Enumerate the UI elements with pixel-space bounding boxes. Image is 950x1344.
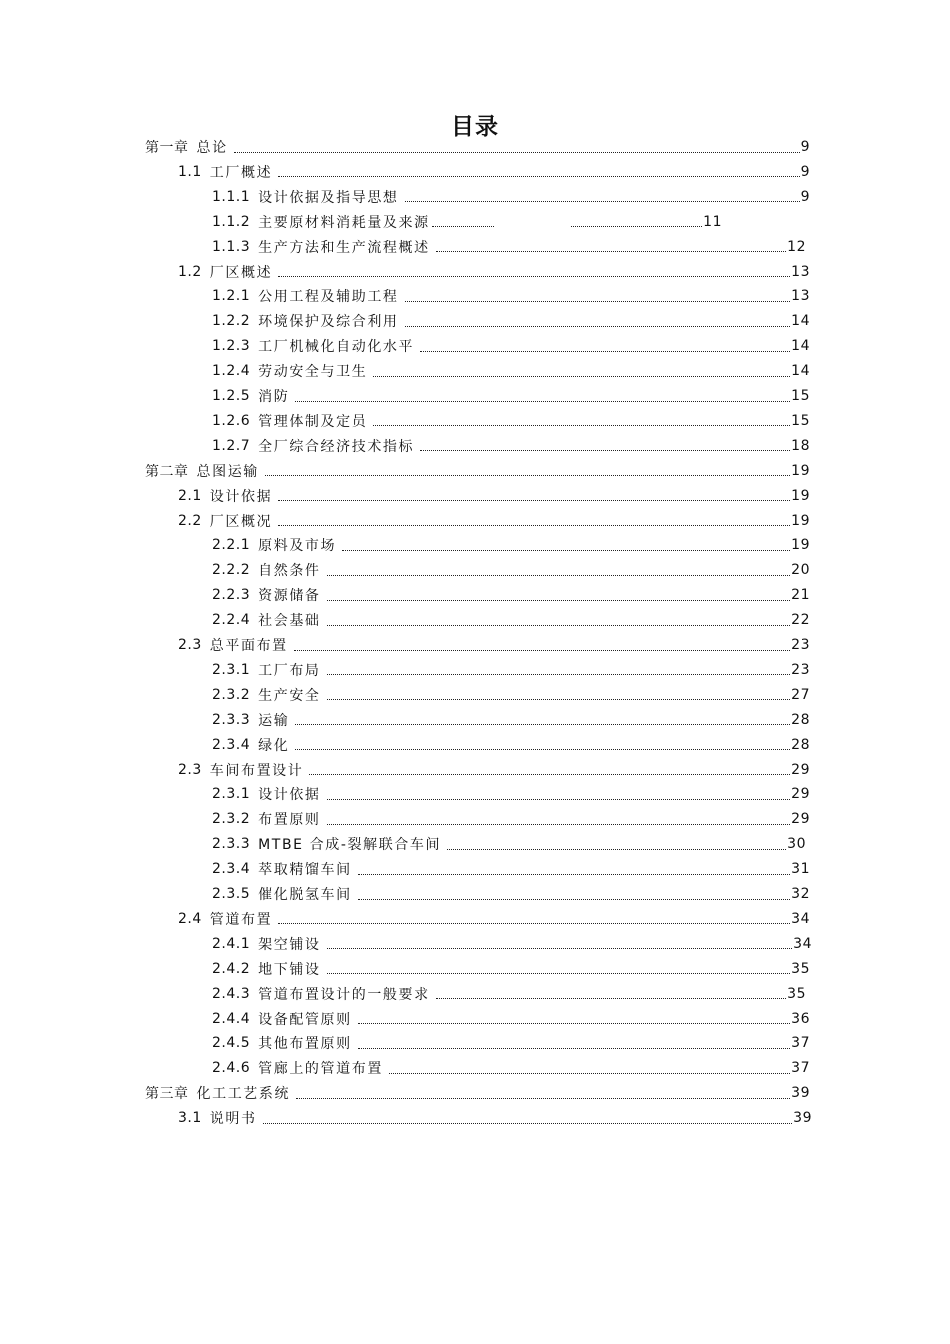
dot-leader	[327, 625, 791, 626]
toc-entry-number: 1.1.3	[212, 238, 251, 255]
toc-entry-page: 14	[791, 338, 810, 355]
dot-leader	[342, 550, 790, 551]
toc-entry-title: 车间布置设计	[209, 762, 304, 779]
toc-entry-title: 管道布置设计的一般要求	[258, 986, 430, 1003]
dot-leader	[358, 1048, 790, 1049]
toc-entry-page: 12	[787, 238, 806, 255]
toc-entry-number: 2.4.3	[212, 985, 251, 1002]
dot-leader	[405, 301, 791, 302]
dot-leader	[432, 226, 494, 227]
toc-entry-title: 运输	[258, 712, 290, 729]
toc-entry-page: 21	[791, 587, 810, 604]
toc-entry-number: 1.1.2	[212, 213, 251, 230]
toc-entry[interactable]	[212, 409, 810, 433]
toc-entry-title: 社会基础	[258, 613, 321, 630]
toc-entry-number: 2.4	[178, 910, 202, 927]
toc-entry[interactable]	[212, 982, 806, 1006]
dot-leader	[327, 948, 793, 949]
dot-leader	[295, 724, 790, 725]
dot-leader	[405, 326, 791, 327]
toc-entry-number: 1.2.5	[212, 388, 251, 404]
toc-entry-page: 35	[787, 985, 806, 1002]
dot-leader	[295, 401, 790, 402]
toc-entry-title: 地下铺设	[258, 961, 321, 978]
toc-entry-number: 2.2.4	[212, 612, 251, 629]
toc-entry-page: 15	[791, 412, 810, 429]
toc-entry-number: 2.3.5	[212, 886, 251, 902]
toc-entry-page: 11	[703, 213, 722, 230]
toc-entry-title: 管廊上的管道布置	[258, 1061, 383, 1078]
toc-entry-number: 2.2	[178, 512, 202, 529]
toc-entry-page: 19	[791, 537, 810, 554]
toc-entry-title: 总论	[196, 140, 228, 156]
dot-leader	[265, 475, 790, 476]
toc-entry[interactable]	[212, 658, 810, 682]
toc-entry[interactable]	[212, 708, 810, 732]
toc-entry-number: 2.3	[178, 637, 202, 653]
toc-entry[interactable]	[212, 284, 810, 308]
dot-leader	[278, 176, 799, 177]
toc-entry[interactable]	[212, 558, 810, 582]
toc-entry[interactable]	[212, 932, 812, 956]
dot-leader	[278, 525, 790, 526]
toc-entry-page: 37	[791, 1035, 810, 1052]
toc-entry-number: 1.2.2	[212, 313, 251, 330]
toc-entry-page: 34	[793, 935, 812, 952]
dot-leader	[309, 774, 790, 775]
toc-entry-title: 化工工艺系统	[196, 1086, 291, 1103]
toc-entry-title: 消防	[258, 389, 290, 405]
dot-leader	[327, 799, 791, 800]
toc-entry[interactable]	[212, 210, 722, 234]
toc-entry-page: 20	[791, 562, 810, 579]
toc-entry-title: 资源储备	[258, 588, 321, 605]
dot-leader	[358, 1023, 790, 1024]
toc-entry-page: 14	[791, 313, 810, 330]
toc-entry-title: 设计依据及指导思想	[258, 189, 399, 206]
dot-leader	[571, 226, 702, 227]
toc-entry-page: 23	[791, 637, 810, 653]
toc-entry[interactable]	[212, 384, 810, 408]
toc-entry-page: 9	[800, 188, 810, 205]
toc-entry-title: 绿化	[258, 737, 290, 754]
toc-entry[interactable]	[212, 359, 810, 383]
toc-entry-title: 总平面布置	[209, 638, 288, 654]
toc-entry[interactable]	[212, 533, 810, 557]
toc-entry[interactable]	[178, 907, 810, 931]
toc-entry[interactable]	[212, 1056, 810, 1080]
toc-entry-number: 3.1	[178, 1110, 202, 1127]
dot-leader	[447, 849, 786, 850]
toc-entry-number: 1.2.1	[212, 288, 251, 305]
toc-entry-page: 19	[791, 487, 810, 504]
toc-entry-page: 36	[791, 1010, 810, 1027]
toc-entry-number: 1.2.6	[212, 412, 251, 429]
toc-entry[interactable]	[212, 733, 810, 757]
dot-leader	[373, 376, 790, 377]
toc-entry-number: 2.4.2	[212, 960, 251, 977]
toc-entry-number: 1.1.1	[212, 188, 251, 205]
toc-entry-title: 厂区概述	[209, 264, 273, 281]
toc-entry-title: 公用工程及辅助工程	[258, 289, 399, 306]
toc-entry[interactable]	[212, 608, 810, 632]
dot-leader	[234, 152, 800, 153]
dot-leader	[278, 923, 790, 924]
toc-entry-page: 31	[791, 861, 810, 878]
toc-entry-page: 32	[791, 886, 810, 902]
toc-entry-number: 2.3.3	[212, 711, 251, 728]
toc-entry-title: 其他布置原则	[258, 1036, 352, 1053]
dot-leader	[327, 674, 791, 675]
dot-leader	[420, 351, 790, 352]
toc-entry-page: 28	[791, 736, 810, 753]
toc-entry[interactable]	[212, 235, 806, 259]
toc-entry[interactable]	[212, 1031, 810, 1055]
toc-entry-page: 30	[787, 836, 806, 853]
toc-entry-title: 说明书	[209, 1111, 257, 1128]
toc-entry-title: 全厂综合经济技术指标	[258, 438, 415, 455]
toc-entry-page: 14	[791, 363, 810, 380]
toc-entry-number: 1.2	[178, 263, 202, 280]
toc-entry-title: 设计依据	[258, 787, 321, 804]
toc-entry-number: 2.3.2	[212, 686, 251, 703]
toc-entry-number: 第二章	[145, 463, 189, 480]
toc-entry[interactable]	[145, 1081, 810, 1105]
toc-entry[interactable]	[212, 832, 806, 856]
toc-entry[interactable]	[178, 484, 810, 508]
toc-entry-number: 2.4.1	[212, 935, 251, 952]
toc-entry-number: 第一章	[145, 140, 189, 156]
toc-entry-page: 29	[791, 761, 810, 778]
toc-entry-title: 厂区概况	[209, 513, 273, 530]
toc-entry-page: 13	[791, 288, 810, 305]
dot-leader	[373, 425, 790, 426]
toc-entry-page: 29	[791, 811, 810, 828]
toc-entry[interactable]	[212, 957, 810, 981]
toc-entry-title: 催化脱氢车间	[258, 887, 352, 903]
dot-leader	[436, 998, 786, 999]
toc-entry-page: 29	[791, 786, 810, 803]
toc-entry[interactable]	[212, 882, 810, 906]
toc-entry[interactable]	[212, 807, 810, 831]
toc-entry-page: 15	[791, 388, 810, 404]
toc-entry-number: 2.3.3	[212, 836, 251, 853]
toc-entry-page: 19	[791, 462, 810, 479]
toc-entry-title: 原料及市场	[258, 538, 337, 555]
dot-leader	[296, 1098, 790, 1099]
toc-entry-number: 1.2.7	[212, 437, 251, 454]
toc-entry-number: 1.2.3	[212, 338, 251, 355]
dot-leader	[358, 899, 790, 900]
toc-entry-title: 架空铺设	[258, 936, 321, 953]
toc-entry[interactable]	[178, 1106, 812, 1130]
toc-entry-number: 2.3.4	[212, 861, 251, 878]
page-title: 目录	[451, 114, 499, 140]
toc-entry[interactable]	[212, 782, 810, 806]
toc-entry-page: 19	[791, 512, 810, 529]
toc-entry-title: 设计依据	[209, 488, 273, 505]
toc-entry[interactable]	[145, 135, 810, 159]
toc-entry-title: 管理体制及定员	[258, 413, 368, 430]
toc-entry-title: 布置原则	[258, 812, 321, 829]
toc-entry-page: 34	[791, 910, 810, 927]
toc-entry-page: 23	[791, 661, 810, 678]
toc-entry[interactable]	[212, 583, 810, 607]
toc-entry[interactable]	[145, 459, 810, 483]
toc-entry-number: 2.4.5	[212, 1035, 251, 1052]
dot-leader	[263, 1123, 793, 1124]
toc-entry[interactable]	[212, 1007, 810, 1031]
toc-entry-title: 生产方法和生产流程概述	[258, 239, 430, 256]
toc-entry-title: 萃取精馏车间	[258, 862, 352, 879]
toc-entry-number: 1.2.4	[212, 363, 251, 380]
toc-entry-title: 工厂布局	[258, 662, 321, 679]
dot-leader	[436, 251, 786, 252]
toc-entry-title: 主要原材料消耗量及来源	[258, 214, 430, 231]
dot-leader	[358, 874, 790, 875]
toc-entry-title: 工厂概述	[209, 164, 273, 181]
toc-entry[interactable]	[212, 309, 810, 333]
toc-entry-title: 生产安全	[258, 687, 321, 704]
toc-entry-page: 28	[791, 711, 810, 728]
toc-entry-number: 2.2.2	[212, 562, 251, 579]
toc-entry-title: 管道布置	[209, 911, 273, 928]
toc-entry-number: 2.3.4	[212, 736, 251, 753]
dot-leader	[278, 276, 790, 277]
toc-entry-page: 37	[791, 1060, 810, 1077]
toc-entry[interactable]	[212, 334, 810, 358]
toc-entry[interactable]	[178, 633, 810, 657]
toc-entry-title: 设备配管原则	[258, 1011, 352, 1028]
toc-entry-page: 39	[791, 1085, 810, 1102]
toc-entry-number: 2.2.3	[212, 587, 251, 604]
dot-leader	[327, 600, 791, 601]
toc-entry[interactable]	[212, 857, 810, 881]
toc-entry-title: 环境保护及综合利用	[258, 314, 399, 331]
toc-entry[interactable]	[212, 434, 810, 458]
toc-entry[interactable]	[178, 260, 810, 284]
dot-leader	[405, 201, 800, 202]
dot-leader	[295, 749, 790, 750]
toc-entry-page: 35	[791, 960, 810, 977]
toc-entry-title: 工厂机械化自动化水平	[258, 339, 415, 356]
dot-leader	[327, 699, 791, 700]
toc-entry-page: 18	[791, 437, 810, 454]
dot-leader	[294, 650, 790, 651]
toc-entry-page: 9	[800, 139, 810, 155]
toc-entry-number: 2.3.2	[212, 811, 251, 828]
toc-entry-page: 39	[793, 1110, 812, 1127]
toc-entry-number: 1.1	[178, 163, 202, 180]
toc-entry-title: MTBE 合成-裂解联合车间	[258, 837, 442, 854]
toc-entry-title: 总图运输	[196, 463, 259, 480]
toc-entry[interactable]	[212, 683, 810, 707]
toc-entry-page: 22	[791, 612, 810, 629]
dot-leader	[278, 500, 790, 501]
toc-entry[interactable]	[212, 185, 810, 209]
toc-entry-number: 2.1	[178, 487, 202, 504]
toc-entry-page: 27	[791, 686, 810, 703]
toc-entry-title: 自然条件	[258, 563, 321, 580]
toc-entry-number: 2.2.1	[212, 537, 251, 554]
toc-entry[interactable]	[178, 758, 810, 782]
toc-entry-number: 2.3.1	[212, 661, 251, 678]
toc-entry-title: 劳动安全与卫生	[258, 364, 368, 381]
toc-entry[interactable]	[178, 509, 810, 533]
toc-entry-number: 2.3.1	[212, 786, 251, 803]
dot-leader	[420, 450, 790, 451]
toc-entry-number: 2.4.4	[212, 1010, 251, 1027]
toc-entry[interactable]	[178, 160, 810, 184]
dot-leader	[389, 1073, 790, 1074]
toc-entry-number: 2.4.6	[212, 1060, 251, 1077]
toc-entry-page: 9	[800, 163, 810, 180]
toc-entry-page: 13	[791, 263, 810, 280]
toc-entry-number: 2.3	[178, 761, 202, 778]
dot-leader	[327, 824, 791, 825]
toc-entry-number: 第三章	[145, 1086, 189, 1103]
dot-leader	[327, 575, 791, 576]
dot-leader	[327, 973, 791, 974]
